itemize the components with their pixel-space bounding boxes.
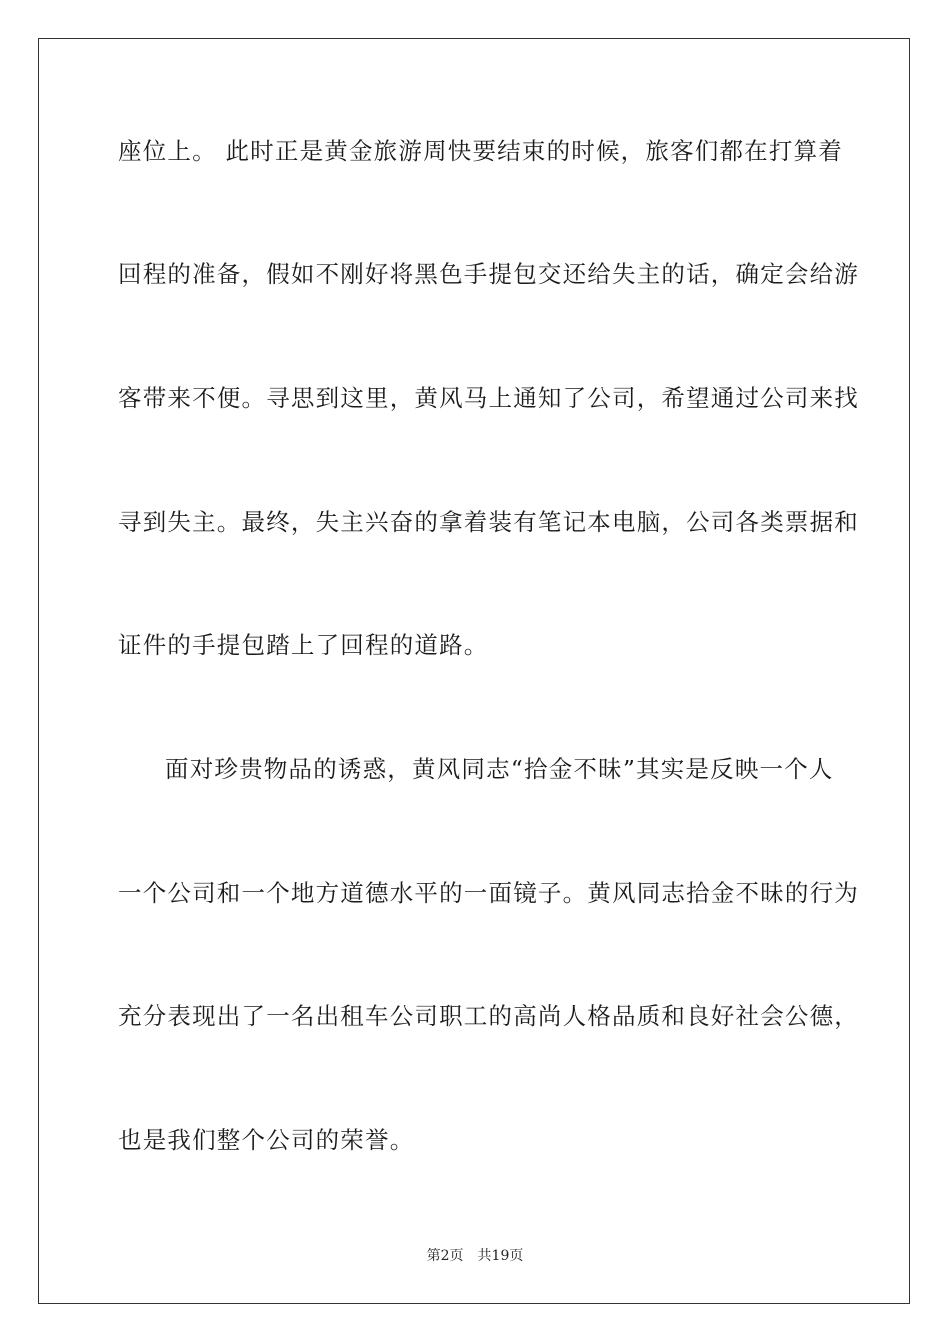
page-number: 第2页 [426, 1248, 464, 1264]
page-frame [38, 38, 910, 1304]
text-line: 回程的准备，假如不刚好将黑色手提包交还给失主的话，确定会给游 [118, 260, 859, 288]
page-footer [0, 1245, 950, 1265]
text-line: 充分表现出了一名出租车公司职工的高尚人格品质和良好社会公德， [118, 1002, 859, 1030]
text-line: 座位上。 此时正是黄金旅游周快要结束的时候，旅客们都在打算着 [118, 137, 843, 165]
text-line: 也是我们整个公司的荣誉。 [118, 1126, 415, 1154]
text-line: 寻到失主。最终，失主兴奋的拿着装有笔记本电脑，公司各类票据和 [118, 508, 859, 536]
text-line: 证件的手提包踏上了回程的道路。 [118, 631, 489, 659]
paragraph-start-line: 面对珍贵物品的诱惑，黄风同志“拾金不昧”其实是反映一个人 [165, 755, 834, 783]
text-line: 客带来不便。寻思到这里，黄风马上通知了公司，希望通过公司来找 [118, 384, 859, 412]
text-line: 一个公司和一个地方道德水平的一面镜子。黄风同志拾金不昧的行为 [118, 879, 859, 907]
page-total: 共19页 [477, 1248, 524, 1264]
